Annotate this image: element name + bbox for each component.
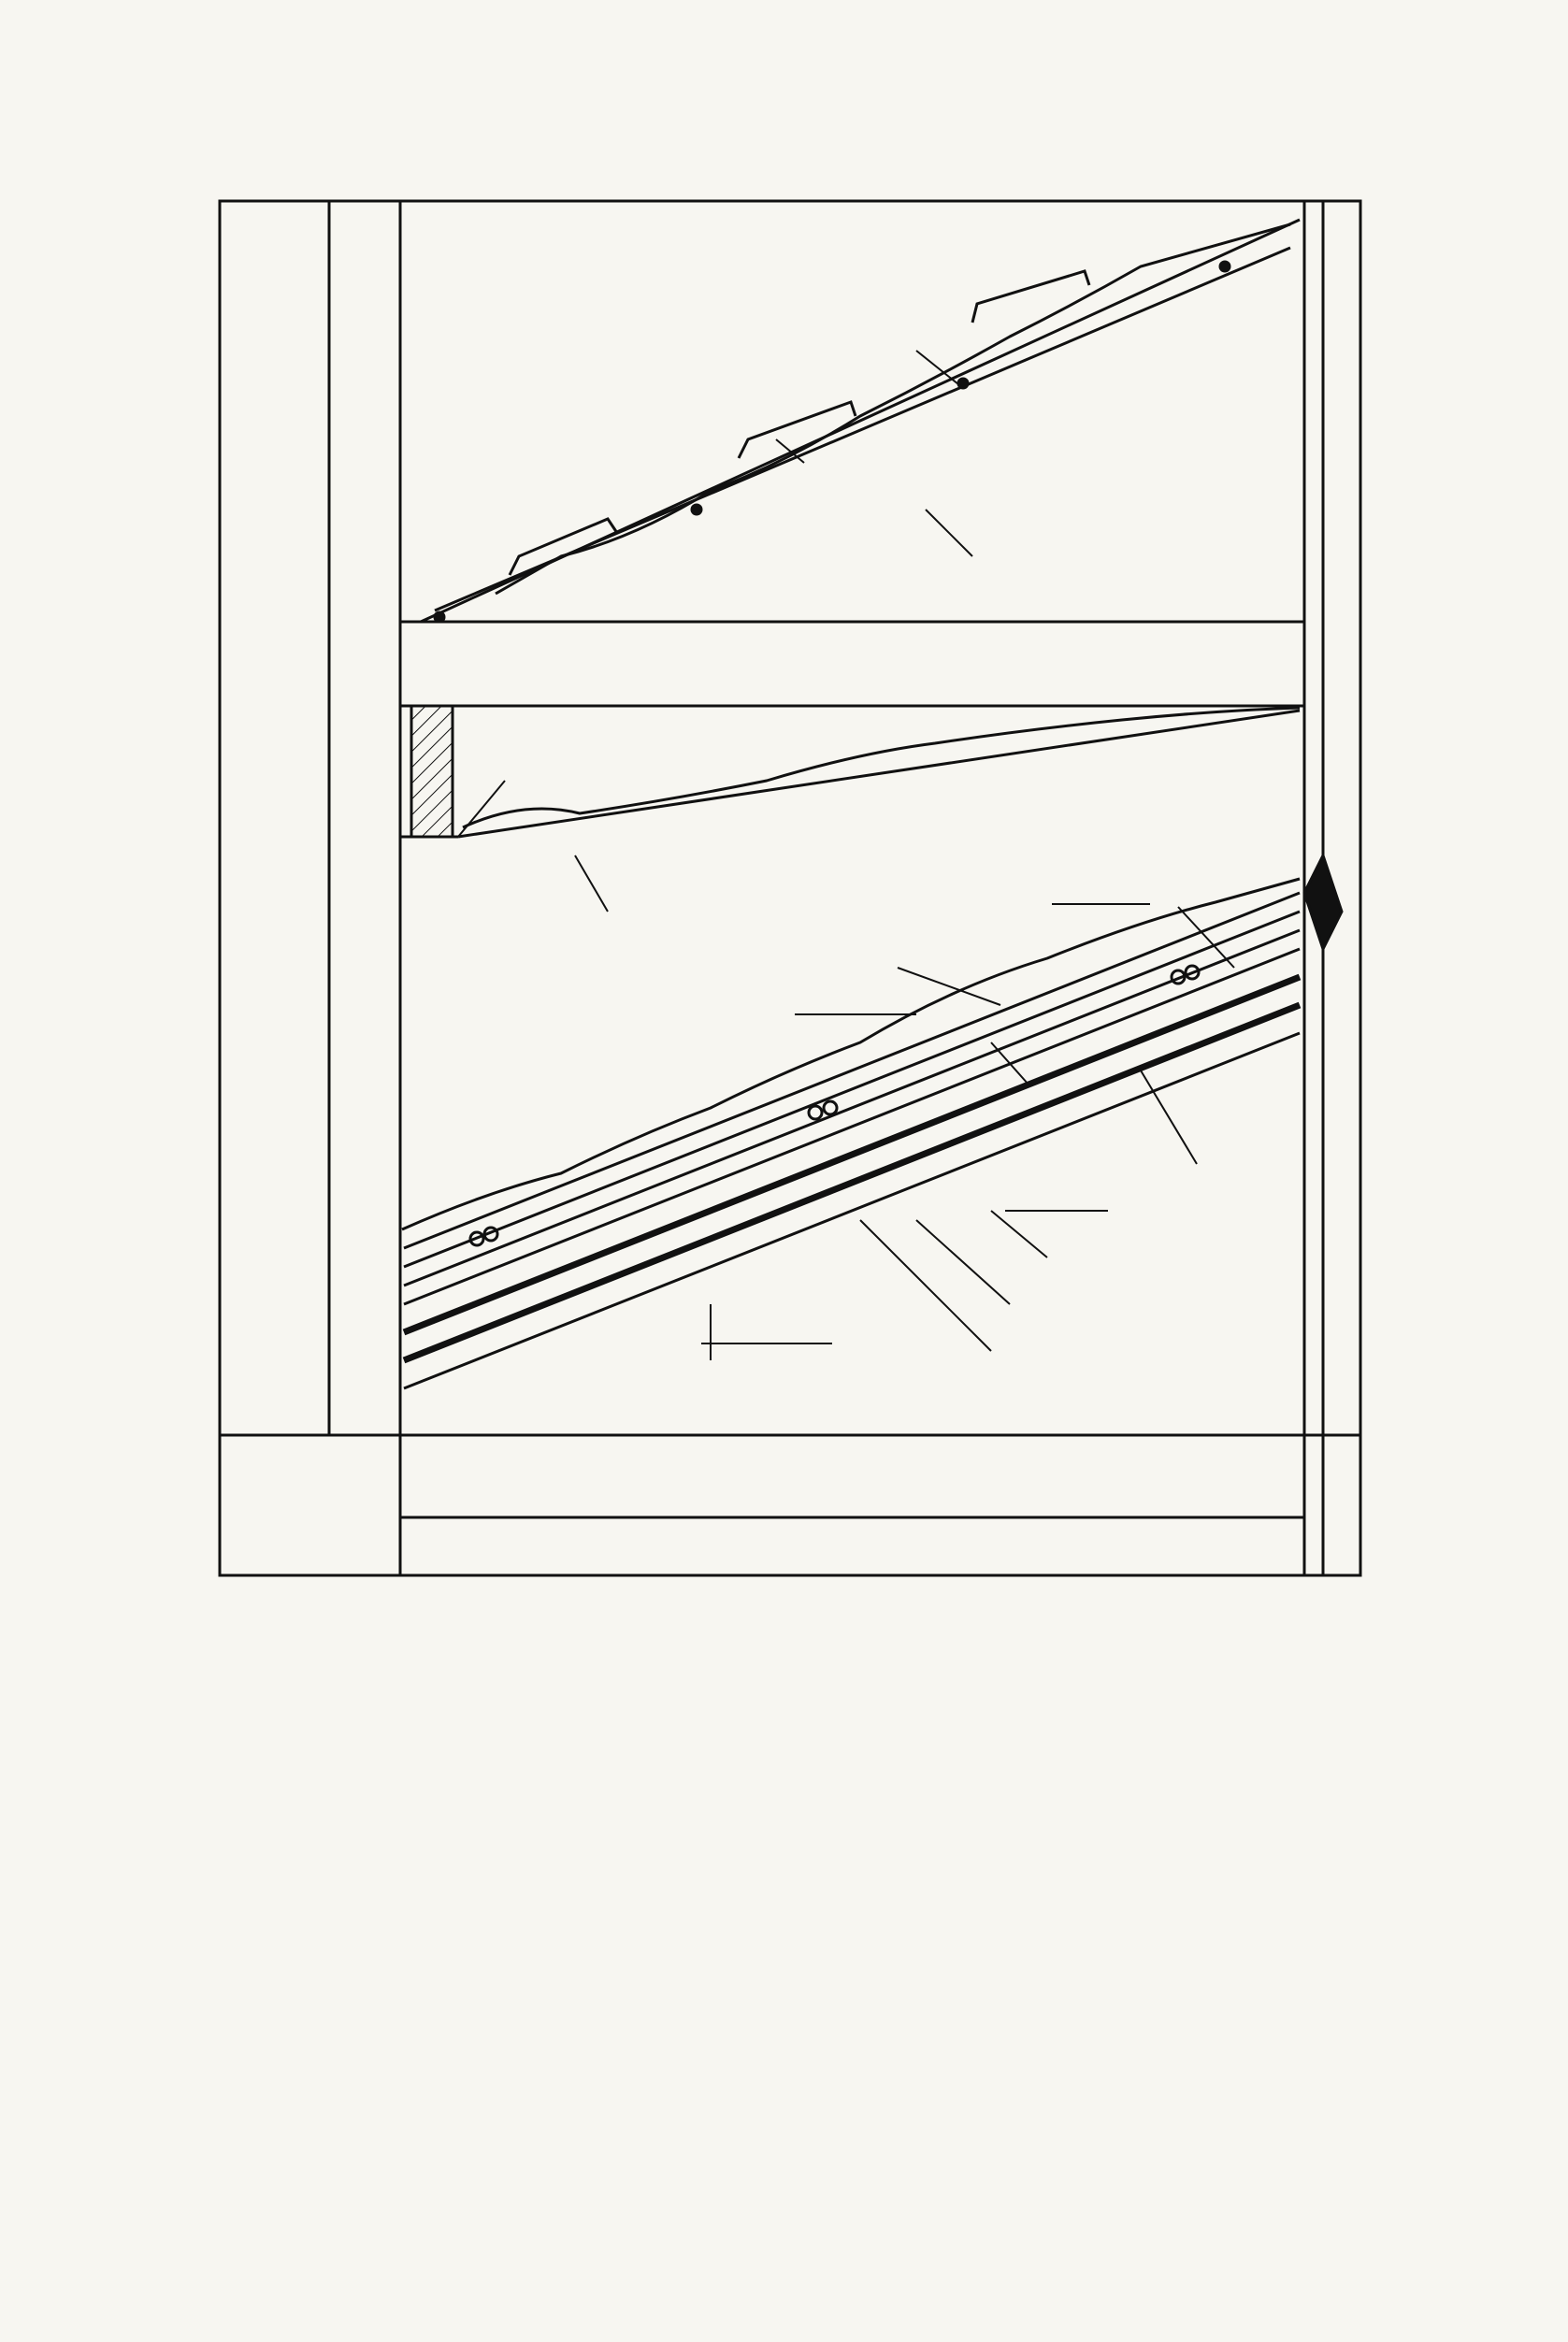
work-schedule-figure (187, 182, 1393, 1603)
phase-middle-lines (400, 706, 1304, 837)
leader-lines (458, 351, 1234, 1360)
figure-frame (220, 201, 1360, 1575)
phase-top-lines (400, 220, 1304, 622)
phase-bottom-lines (402, 855, 1342, 1388)
